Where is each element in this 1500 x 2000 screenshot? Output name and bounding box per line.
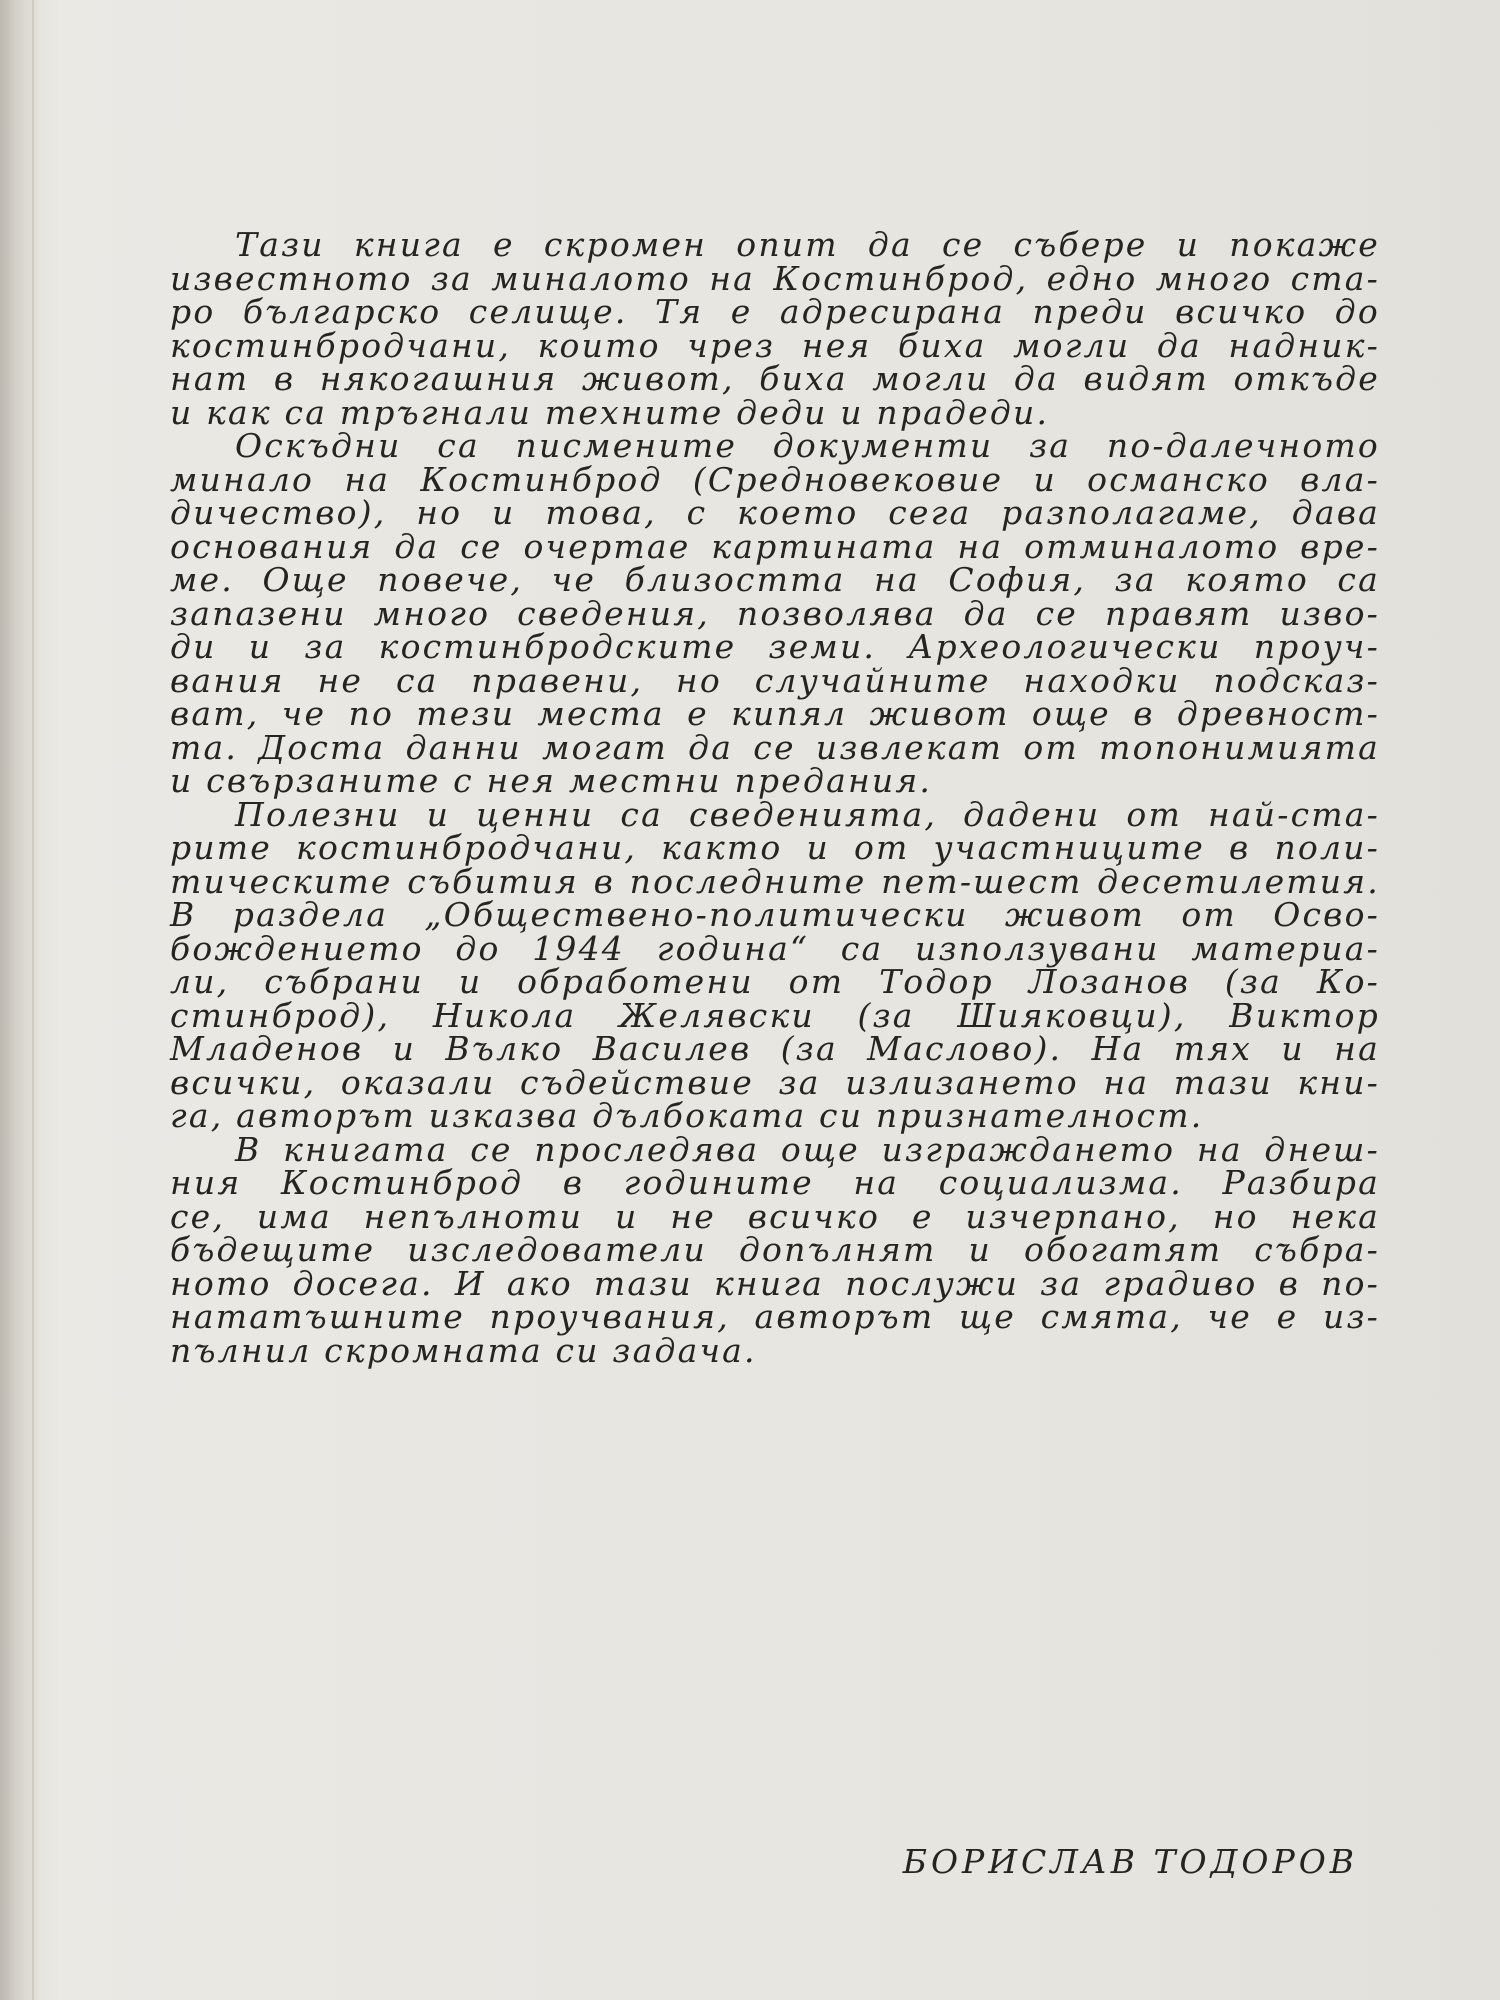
text-line: В книгата се проследява още изграждането на днеш- [235, 1129, 1380, 1169]
text-line: известното за миналото на Костинброд, едно много ста- [170, 258, 1380, 298]
text-line: костинбродчани, които чрез нея биха могли да надник- [170, 325, 1380, 365]
page-spine [0, 0, 40, 2000]
text-line: вания не са правени, но случайните находки подсказ- [170, 660, 1380, 700]
text-line: ди и за костинбродските земи. Археологически проуч- [170, 627, 1380, 666]
text-line: минало на Костинброд (Средновековие и османско вла- [170, 459, 1380, 499]
text-line: всички, оказали съдействие за излизането на тази кни- [170, 1062, 1380, 1102]
text-line: ното досега. И ако тази книга послужи за градиво в по- [170, 1263, 1380, 1303]
text-line: дичество), но и това, с което сега разполагаме, дава [170, 493, 1380, 532]
author-signature: БОРИСЛАВ ТОДОРОВ [902, 1842, 1358, 1881]
text-line: ме. Още повече, че близостта на София, за която са [170, 560, 1380, 599]
text-line: се, има непълноти и не всичко е изчерпано, но нека [170, 1196, 1380, 1236]
text-line: и как са тръгнали техните деди и прадеди. [170, 392, 1050, 432]
text-line: бъдещите изследователи допълнят и обогатят събра- [170, 1230, 1380, 1269]
text-line: запазени много сведения, позволява да се правят изво- [170, 593, 1380, 633]
text-line: ро българско селище. Тя е адресирана преди всичко до [170, 292, 1380, 331]
text-line: нататъшните проучвания, авторът ще смята, че е из- [170, 1297, 1380, 1336]
text-line: ния Костинброд в годините на социализма. Разбира [170, 1163, 1380, 1202]
text-line: Оскъдни са писмените документи за по-далечното [235, 426, 1380, 465]
text-line: та. Доста данни могат да се извлекат от топонимията [170, 727, 1380, 767]
text-line: рите костинбродчани, както и от участниците в поли- [170, 828, 1380, 867]
text-line: Тази книга е скромен опит да се събере и покаже [235, 225, 1380, 264]
text-line: ли, събрани и обработени от Тодор Лозанов (за Ко- [170, 962, 1380, 1001]
text-line: бождението до 1944 година“ са използувани материа- [170, 928, 1380, 968]
text-line: ват, че по тези места е кипял живот още в древност- [170, 694, 1380, 733]
text-line: га, авторът изказва дълбоката си признателност. [170, 1096, 1204, 1135]
text-line: нат в някогашния живот, биха могли да видят откъде [170, 359, 1380, 398]
text-line: пълнил скромната си задача. [170, 1330, 757, 1370]
text-line: Младенов и Вълко Василев (за Маслово). На тях и на [170, 1029, 1380, 1068]
preface-text [170, 225, 1380, 1370]
text-line: и свързаните с нея местни предания. [170, 761, 933, 800]
text-line: основания да се очертае картината на отминалото вре- [170, 526, 1380, 566]
text-line: Полезни и ценни са сведенията, дадени от най-ста- [235, 794, 1380, 834]
text-line: стинброд), Никола Желявски (за Шияковци), Виктор [170, 995, 1380, 1035]
spine-fold-line [32, 0, 34, 2000]
text-line: В раздела „Обществено-политически живот от Осво- [170, 895, 1380, 934]
text-line: тическите събития в последните пет-шест десетилетия. [170, 861, 1380, 901]
